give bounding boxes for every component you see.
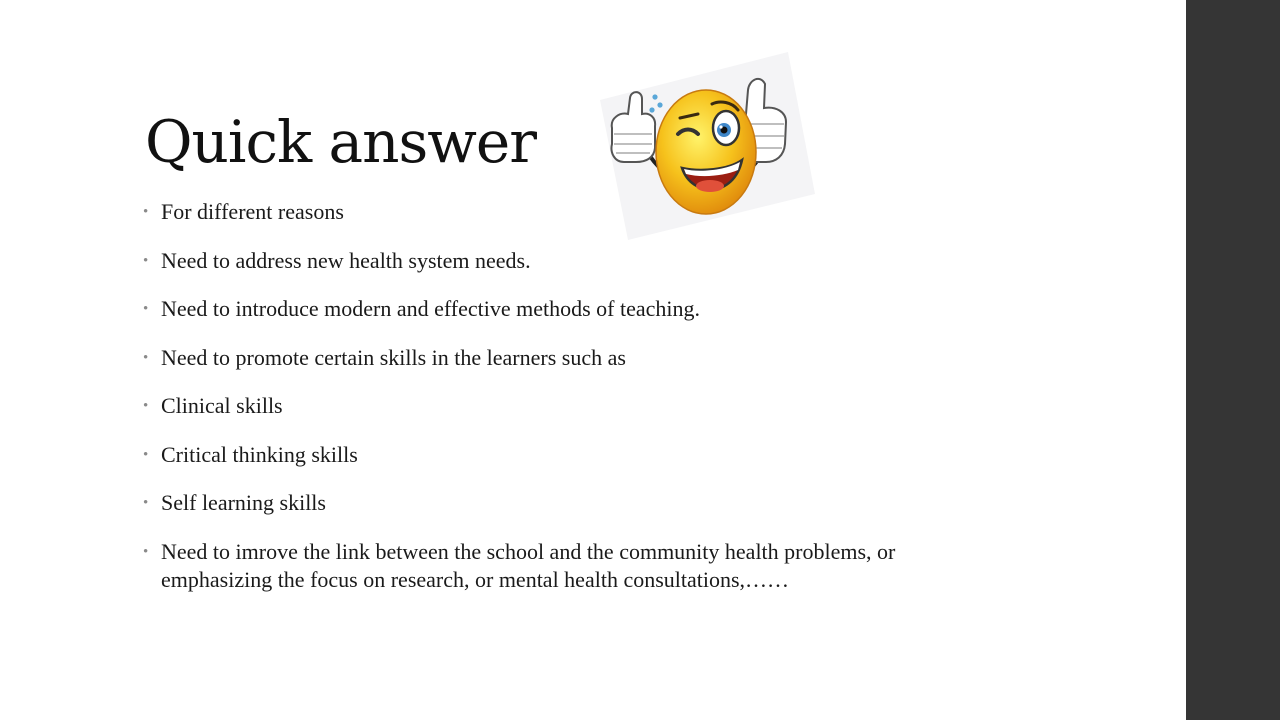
bullet-glyph: • xyxy=(143,446,149,463)
bullet-item xyxy=(143,295,963,323)
bullet-item xyxy=(143,441,963,469)
bullet-item xyxy=(143,198,963,226)
bullet-glyph: • xyxy=(143,301,149,317)
bullet-item xyxy=(143,538,963,594)
bullet-item xyxy=(143,489,963,517)
bullet-glyph: • xyxy=(143,495,149,511)
decorative-side-bar xyxy=(1186,0,1280,720)
bullet-text: For different reasons xyxy=(161,199,344,224)
bullet-text: Need to imrove the link between the school and the community health problems, or emphasizing the focus on research, or mental health consultations,…… xyxy=(161,538,896,592)
bullet-glyph: • xyxy=(143,543,149,560)
bullet-list xyxy=(143,198,963,614)
emoji-face xyxy=(656,90,756,214)
bullet-text: Need to promote certain skills in the learners such as xyxy=(161,344,626,370)
bullet-item xyxy=(143,247,963,275)
bullet-text: Critical thinking skills xyxy=(161,441,358,467)
bullet-item xyxy=(143,392,963,420)
bullet-glyph: • xyxy=(143,204,149,220)
bullet-glyph: • xyxy=(143,252,149,269)
bullet-glyph: • xyxy=(143,398,149,414)
bullet-glyph: • xyxy=(143,349,149,366)
bullet-item xyxy=(143,344,963,372)
bullet-text: Self learning skills xyxy=(161,490,326,515)
bullet-text: Need to introduce modern and effective methods of teaching. xyxy=(161,296,701,321)
slide-title: Quick answer xyxy=(145,108,536,176)
bullet-text: Need to address new health system needs. xyxy=(161,247,531,273)
bullet-text: Clinical skills xyxy=(161,393,283,418)
